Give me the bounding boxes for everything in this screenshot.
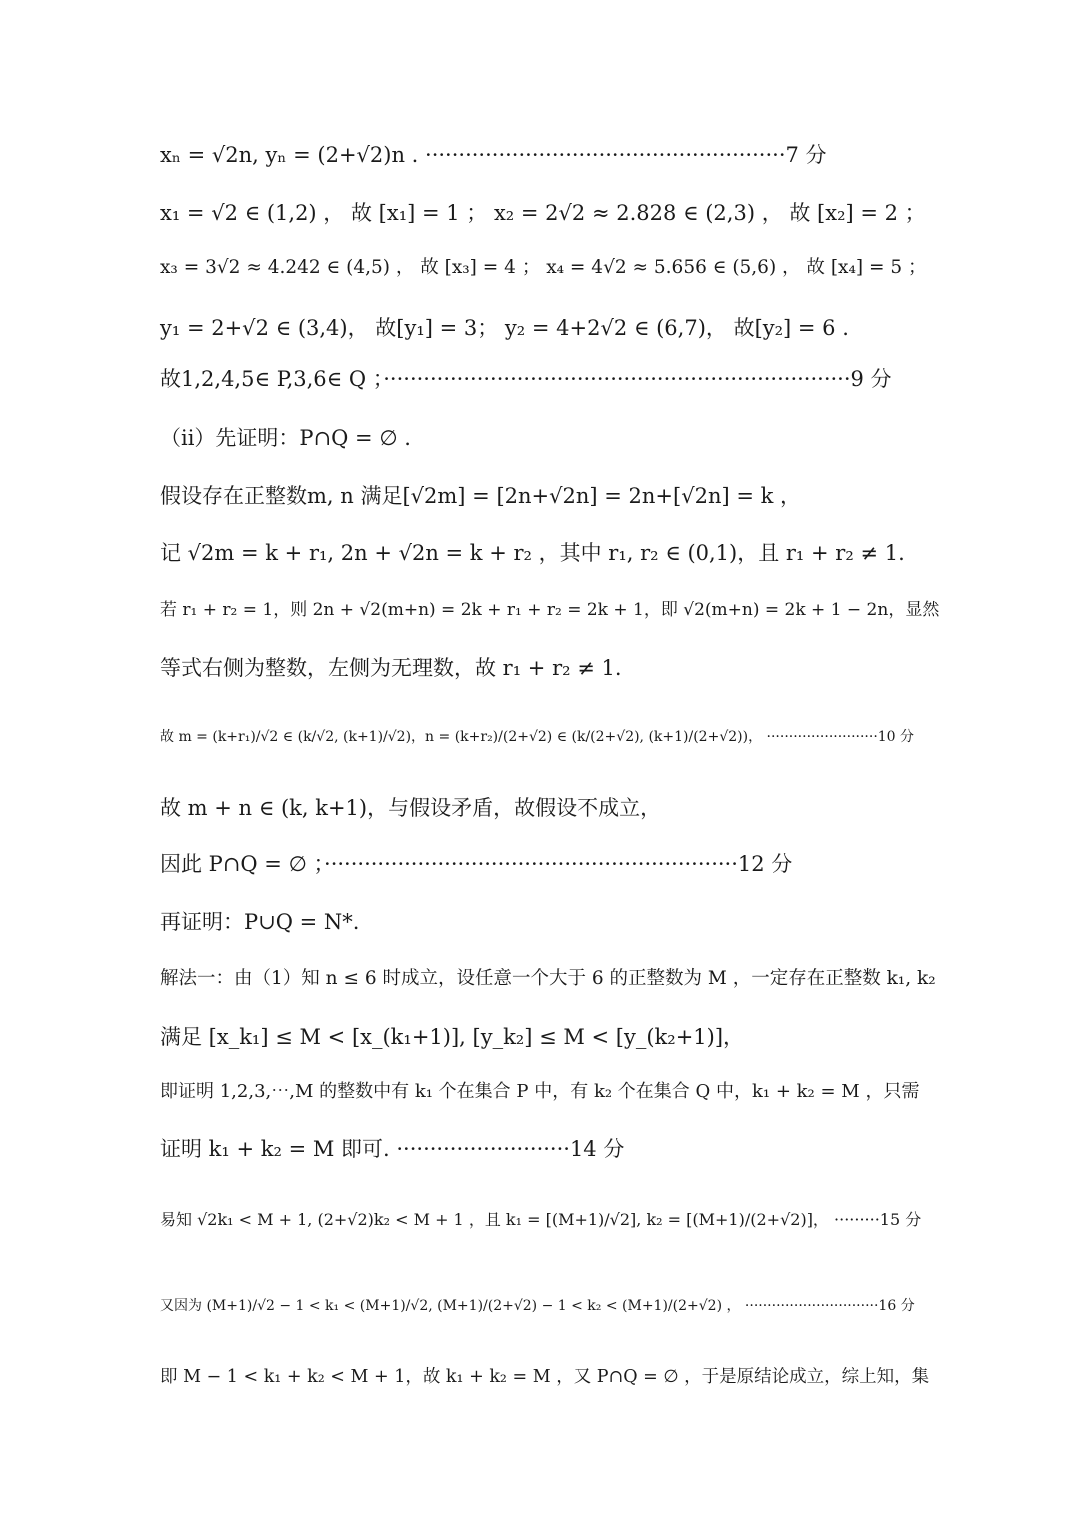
text-line-12: 故 m + n ∈ (k, k+1)，与假设矛盾，故假设不成立， <box>160 796 662 820</box>
text-line-2: x₁ = √2 ∈ (1,2) ， 故 [x₁] = 1 ； x₂ = 2√2 ≈ 2.828 ∈ (2,3) ， 故 [x₂] = 2 ； <box>160 201 926 225</box>
text-line-20: 又因为 (M+1)/√2 − 1 < k₁ < (M+1)/√2, (M+1)/(2+√2) − 1 < k₂ < (M+1)/(2+√2) ， ······························16 分 <box>160 1298 915 1314</box>
text-line-21: 即 M − 1 < k₁ + k₂ < M + 1，故 k₁ + k₂ = M ，又 P∩Q = ∅ ，于是原结论成立，综上知，集 <box>160 1367 930 1387</box>
text-line-15: 解法一：由（1）知 n ≤ 6 时成立，设任意一个大于 6 的正整数为 M ，一定存在正整数 k₁, k₂ <box>160 968 936 989</box>
text-line-13: 因此 P∩Q = ∅ ；······························································12 分 <box>160 852 793 876</box>
text-line-10: 等式右侧为整数，左侧为无理数，故 r₁ + r₂ ≠ 1. <box>160 656 622 680</box>
text-line-1: xₙ = √2n, yₙ = (2+√2)n . ······················································7 分 <box>160 143 827 167</box>
text-line-18: 证明 k₁ + k₂ = M 即可. ··························14 分 <box>160 1137 625 1161</box>
text-line-19: 易知 √2k₁ < M + 1, (2+√2)k₂ < M + 1 ，且 k₁ = [(M+1)/√2], k₂ = [(M+1)/(2+√2)]， ·········15 分 <box>160 1210 922 1229</box>
text-line-3: x₃ = 3√2 ≈ 4.242 ∈ (4,5) ， 故 [x₃] = 4 ； x₄ = 4√2 ≈ 5.656 ∈ (5,6) ， 故 [x₄] = 5 ； <box>160 257 927 278</box>
text-line-8: 记 √2m = k + r₁, 2n + √2n = k + r₂ ，其中 r₁, r₂ ∈ (0,1)，且 r₁ + r₂ ≠ 1. <box>160 541 905 565</box>
text-line-4: y₁ = 2+√2 ∈ (3,4)， 故[y₁] = 3； y₂ = 4+2√2 ∈ (6,7)， 故[y₂] = 6 . <box>160 316 849 340</box>
text-line-9: 若 r₁ + r₂ = 1，则 2n + √2(m+n) = 2k + r₁ + r₂ = 2k + 1，即 √2(m+n) = 2k + 1 − 2n，显然 <box>160 600 940 620</box>
text-line-6: （ii）先证明：P∩Q = ∅ . <box>160 426 411 450</box>
text-line-14: 再证明：P∪Q = N*. <box>160 910 360 934</box>
text-line-5: 故1,2,4,5∈ P,3,6∈ Q ；······································································9 分 <box>160 367 892 391</box>
text-line-17: 即证明 1,2,3,⋯,M 的整数中有 k₁ 个在集合 P 中，有 k₂ 个在集合 Q 中，k₁ + k₂ = M ，只需 <box>160 1081 920 1102</box>
text-line-7: 假设存在正整数m, n 满足[√2m] = [2n+√2n] = 2n+[√2n] = k ， <box>160 484 802 508</box>
text-line-11: 故 m = (k+r₁)/√2 ∈ (k/√2, (k+1)/√2)，n = (k+r₂)/(2+√2) ∈ (k/(2+√2), (k+1)/(2+√2))， ·························10 分 <box>160 729 915 745</box>
text-line-16: 满足 [x_k₁] ≤ M < [x_(k₁+1)], [y_k₂] ≤ M < [y_(k₂+1)]， <box>160 1025 745 1049</box>
